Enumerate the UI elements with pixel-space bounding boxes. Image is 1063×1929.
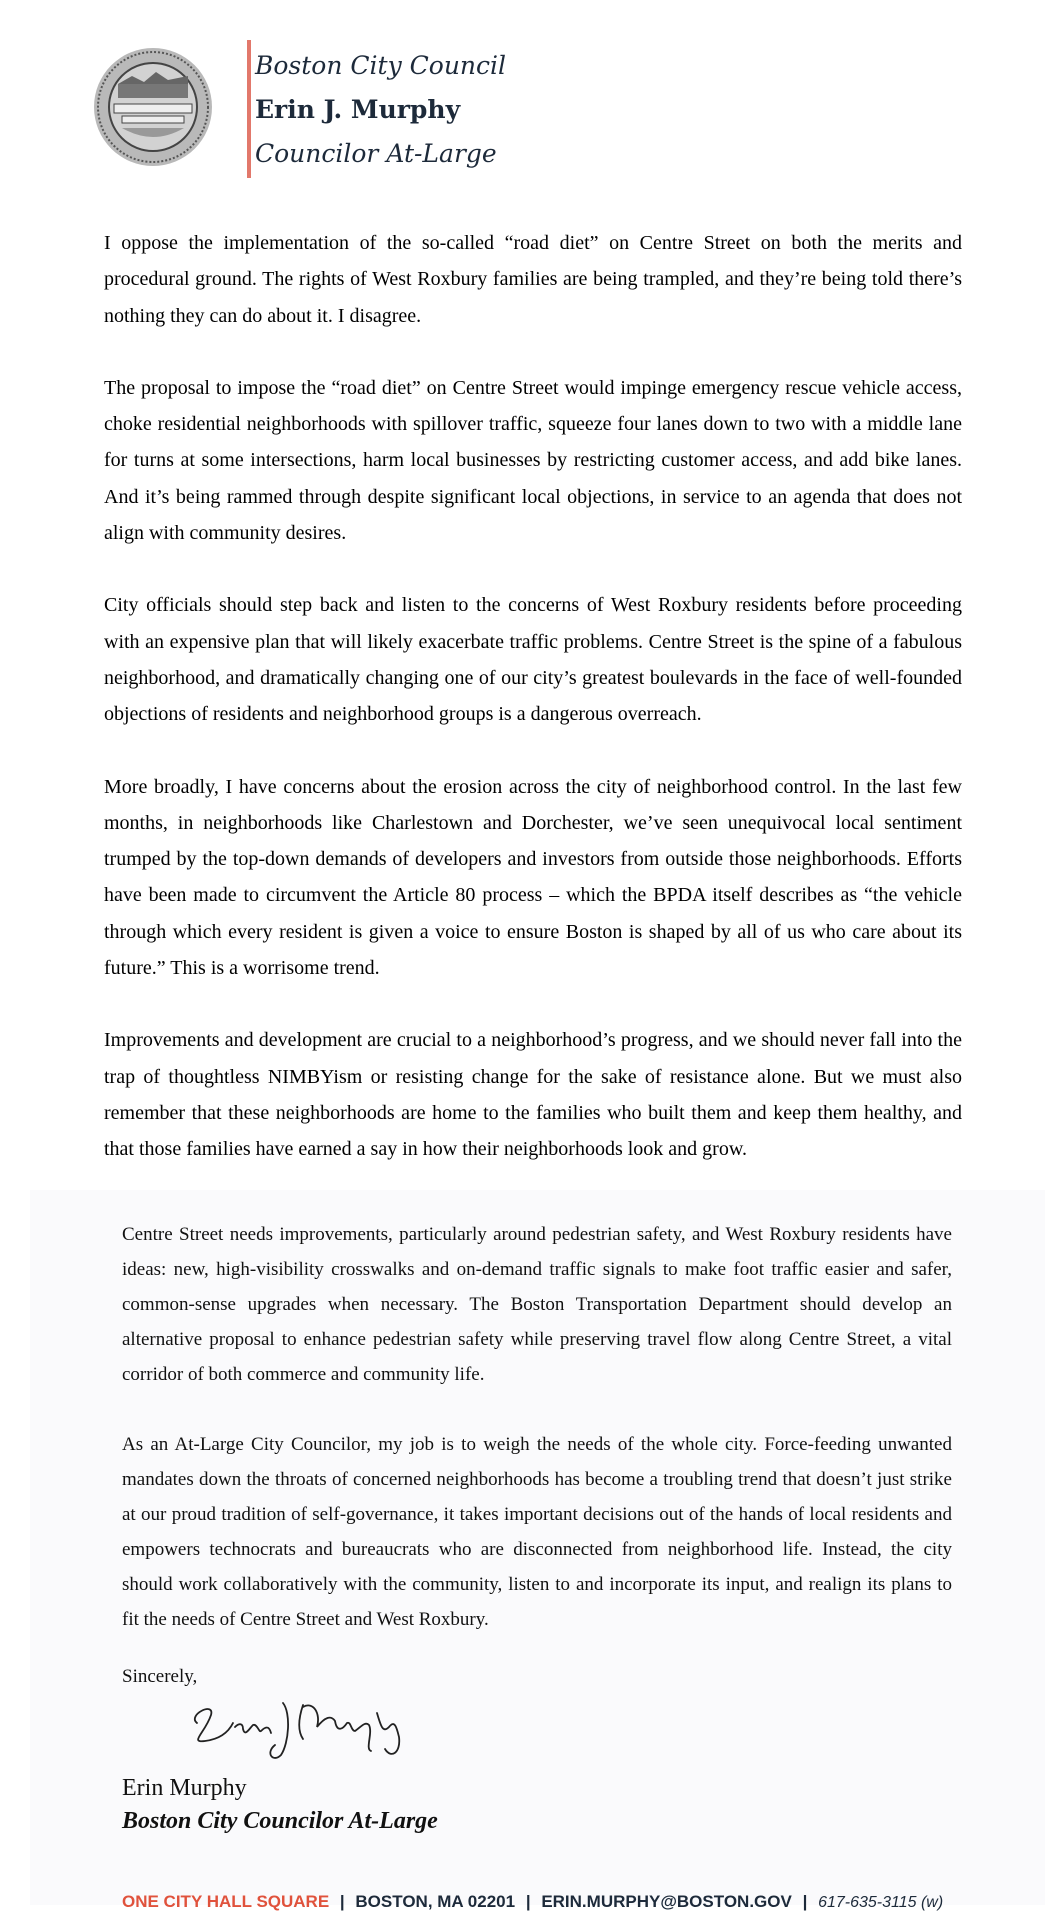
header-text	[255, 44, 506, 176]
letterhead	[92, 40, 692, 180]
councilor-name: Erin J. Murphy	[255, 95, 461, 124]
footer-address: ONE CITY HALL SQUARE	[122, 1892, 330, 1911]
footer-email[interactable]: ERIN.MURPHY@BOSTON.GOV	[541, 1892, 792, 1911]
footer-separator: |	[339, 1892, 345, 1911]
footer-contact	[122, 1892, 943, 1912]
paragraph: City officials should step back and listen to the concerns of West Roxbury residents before proceeding with an expensive plan that will likely exacerbate traffic problems. Centre Street is the spine of a fabulous neighborhood, and dramatically changing one of our city’s greatest boulevards in the face of well-founded objections of residents and neighborhood groups is a dangerous overreach.	[104, 594, 962, 726]
header-accent-bar	[247, 40, 251, 178]
paragraph: As an At-Large City Councilor, my job is to weigh the needs of the whole city. Force-feeding unwanted mandates down the throats of concerned neighborhoods has become a troubling trend that doesn’t just strike at our proud tradition of self-governance, it takes important decisions out of the hands of local residents and empowers technocrats and bureaucrats who are disconnected from neighborhood life. Instead, the city should work collaboratively with the community, listen to and incorporate its input, and realign its plans to fit the needs of Centre Street and West Roxbury.	[122, 1434, 952, 1630]
paragraph: I oppose the implementation of the so-called “road diet” on Centre Street on both the merits and procedural ground. The rights of West Roxbury families are being trampled, and they’re being told there’s nothing they can do about it. I disagree.	[104, 232, 962, 327]
signer-title: Boston City Councilor At-Large	[122, 1808, 438, 1834]
letter-body-continued	[122, 1217, 952, 1672]
paragraph: Centre Street needs improvements, particularly around pedestrian safety, and West Roxbury residents have ideas: new, high-visibility crosswalks and on-demand traffic signals to make foot traffic easier and safer, common-sense upgrades when necessary. The Boston Transportation Department should develop an alternative proposal to enhance pedestrian safety while preserving travel flow along Centre Street, a vital corridor of both commerce and community life.	[122, 1224, 952, 1385]
city-seal-icon	[92, 46, 214, 168]
council-name: Boston City Council	[255, 51, 507, 80]
letter-body	[104, 225, 962, 1204]
footer-phone: 617-635-3115 (w)	[818, 1894, 944, 1911]
footer-separator: |	[525, 1892, 531, 1911]
paragraph: Improvements and development are crucial to a neighborhood’s progress, and we should never fall into the trap of thoughtless NIMBYism or resisting change for the sake of resistance alone. But we must also remember that these neighborhoods are home to the families who built them and keep them healthy, and that those families have earned a say in how their neighborhoods look and grow.	[104, 1029, 962, 1161]
salutation: Sincerely,	[122, 1666, 198, 1687]
paragraph: The proposal to impose the “road diet” on Centre Street would impinge emergency rescue vehicle access, choke residential neighborhoods with spillover traffic, squeeze four lanes down to two with a middle lane for turns at some intersections, harm local businesses by restricting customer access, and add bike lanes. And it’s being rammed through despite significant local objections, in service to an agenda that does not align with community desires.	[104, 376, 962, 545]
signer-name: Erin Murphy	[122, 1775, 247, 1801]
footer-city: BOSTON, MA 02201	[355, 1892, 516, 1911]
signature-icon	[185, 1693, 415, 1763]
footer-separator: |	[802, 1892, 808, 1911]
paragraph: More broadly, I have concerns about the erosion across the city of neighborhood control. In the last few months, in neighborhoods like Charlestown and Dorchester, we’ve seen unequivocal local sentiment trumped by the top-down demands of developers and investors from outside those neighborhoods. Efforts have been made to circumvent the Article 80 process – which the BPDA itself describes as “the vehicle through which every resident is given a voice to ensure Boston is shaped by all of us who care about its future.” This is a worrisome trend.	[104, 775, 962, 980]
councilor-title: Councilor At-Large	[255, 139, 497, 168]
